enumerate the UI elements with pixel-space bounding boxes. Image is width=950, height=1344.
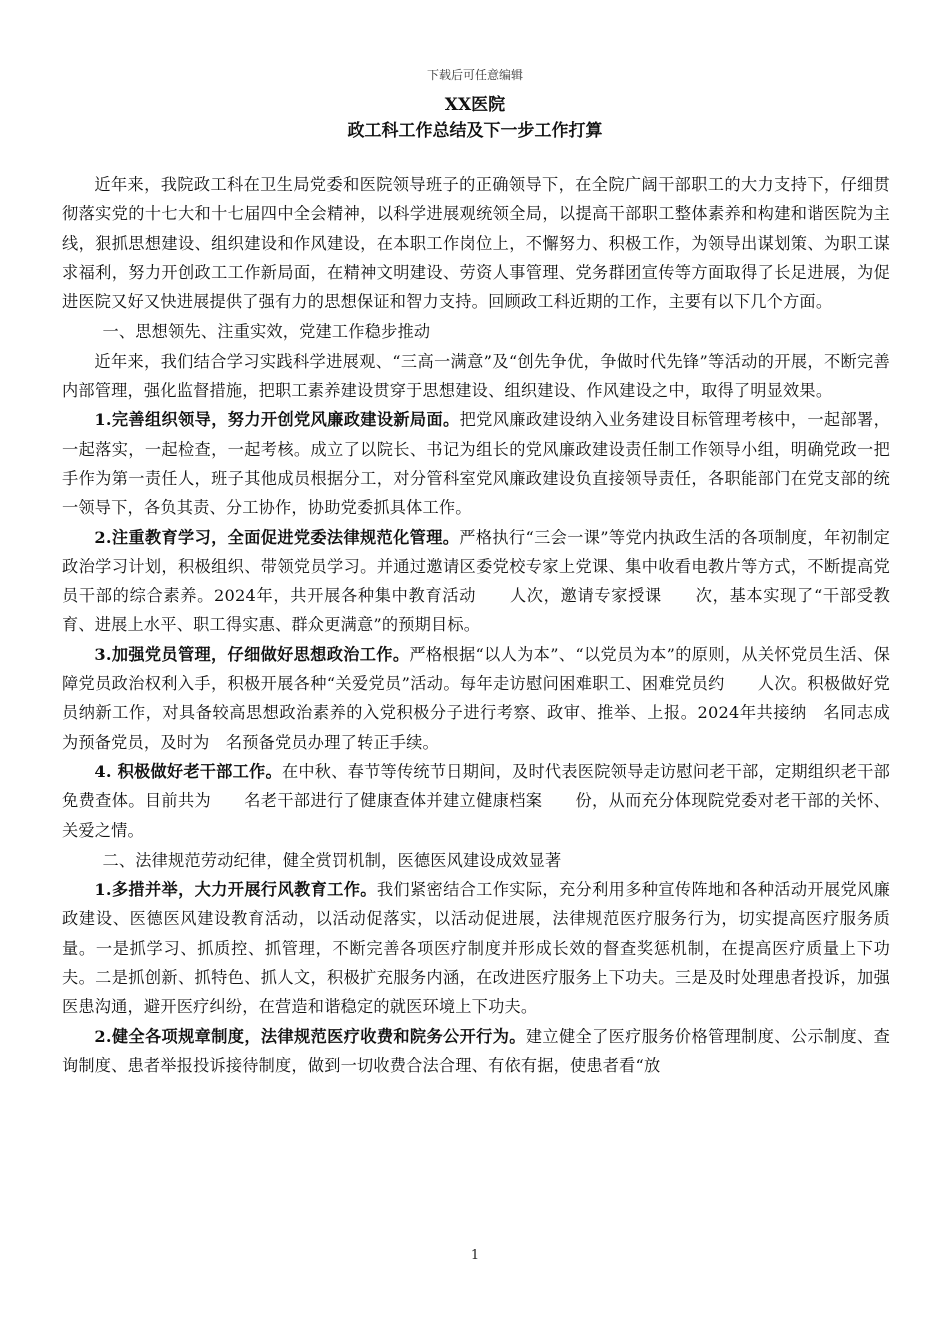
item-body: 建立健全了医疗服务价格管理制度、公示制度、查询制度、患者举报投诉接待制度，做到一切收费合法合理、有依有据，使患者看“放 <box>62 1026 890 1075</box>
page-number: 1 <box>470 1248 480 1263</box>
item-body: 在中秋、春节等传统节日期间，及时代表医院领导走访慰问老干部，定期组织老干部免费查体。目前共为 名老干部进行了健康查体并建立健康档案 份，从而充分体现院党委对老干部的关怀、关爱之情。 <box>62 761 890 840</box>
item-lead: 2.注重教育学习，全面促进党委法律规范化管理。 <box>94 527 460 547</box>
item-paragraph <box>62 1022 890 1081</box>
header-note: 下载后可任意编辑 <box>426 68 523 82</box>
title-line-hospital: XX医院 <box>444 95 506 115</box>
item-lead: 3.加强党员管理，仔细做好思想政治工作。 <box>94 644 410 664</box>
section-heading-1: 一、思想领先、注重实效，党建工作稳步推动 <box>102 322 431 342</box>
item-lead: 1.完善组织领导，努力开创党风廉政建设新局面。 <box>94 410 460 430</box>
section-heading-2: 二、法律规范劳动纪律，健全赏罚机制，医德医风建设成效显著 <box>102 850 562 870</box>
item-lead: 1.多措并举，大力开展行风教育工作。 <box>94 880 377 900</box>
document-title <box>0 92 950 144</box>
item-body: 严格执行“三会一课”等党内执政生活的各项制度，年初制定政治学习计划，积极组织、带领党员学习。并通过邀请区委党校专家上党课、集中收看电教片等方式，不断提高党员干部的综合素养。2024年，共开展各种集中教育活动 人次，邀请专家授课 次，基本实现了“干部受教育、进展上水平、职工得实惠、群众更满意”的预期目标。 <box>62 527 890 635</box>
item-body: 我们紧密结合工作实际，充分利用多种宣传阵地和各种活动开展党风廉政建设、医德医风建设教育活动，以活动促落实，以活动促进展，法律规范医疗服务行为，切实提高医疗服务质量。一是抓学习、抓质控、抓管理，不断完善各项医疗制度并形成长效的督查奖惩机制，在提高医疗质量上下功夫。二是抓创新、抓特色、抓人文，积极扩充服务内涵，在改进医疗服务上下功夫。三是及时处理患者投诉，加强医患沟通，避开医疗纠纷，在营造和谐稳定的就医环境上下功夫。 <box>62 880 891 1017</box>
item-paragraph <box>62 757 890 845</box>
item-body: 严格根据“以人为本”、“以党员为本”的原则，从关怀党员生活、保障党员政治权利入手，积极开展各种“关爱党员”活动。每年走访慰问困难职工、困难党员约 人次。积极做好党员纳新工作，对具备较高思想政治素养的入党积极分子进行考察、政审、推举、上报。2024年共接纳 名同志成为预备党员，及时为 名预备党员办理了转正手续。 <box>62 644 890 752</box>
title-line-report: 政工科工作总结及下一步工作打算 <box>347 121 603 141</box>
item-paragraph <box>62 405 890 522</box>
item-paragraph <box>62 875 890 1021</box>
section1-intro-paragraph: 近年来，我们结合学习实践科学进展观、“三高一满意”及“创先争优，争做时代先锋”等活动的开展，不断完善内部管理，强化监督措施，把职工素养建设贯穿于思想建设、组织建设、作风建设之中，取得了明显效果。 <box>62 351 890 401</box>
document-body <box>62 170 890 1080</box>
intro-paragraph: 近年来，我院政工科在卫生局党委和医院领导班子的正确领导下，在全院广阔干部职工的大力支持下，仔细贯彻落实党的十七大和十七届四中全会精神，以科学进展观统领全局，以提高干部职工整体素养和构建和谐医院为主线，狠抓思想建设、组织建设和作风建设，在本职工作岗位上，不懈努力、积极工作，为领导出谋划策、为职工谋求福利，努力开创政工工作新局面，在精神文明建设、劳资人事管理、党务群团宣传等方面取得了长足进展，为促进医院又好又快进展提供了强有力的思想保证和智力支持。回顾政工科近期的工作，主要有以下几个方面。 <box>62 175 890 312</box>
item-paragraph <box>62 523 890 640</box>
item-lead: 2.健全各项规章制度，法律规范医疗收费和院务公开行为。 <box>94 1026 526 1046</box>
item-body: 把党风廉政建设纳入业务建设目标管理考核中，一起部署，一起落实，一起检查，一起考核。成立了以院长、书记为组长的党风廉政建设责任制工作领导小组，明确党政一把手作为第一责任人，班子其他成员根据分工，对分管科室党风廉政建设负直接领导责任，各职能部门在党支部的统一领导下，各负其责、分工协作，协助党委抓具体工作。 <box>62 410 891 518</box>
item-lead: 4. 积极做好老干部工作。 <box>94 761 282 781</box>
item-paragraph <box>62 640 890 757</box>
